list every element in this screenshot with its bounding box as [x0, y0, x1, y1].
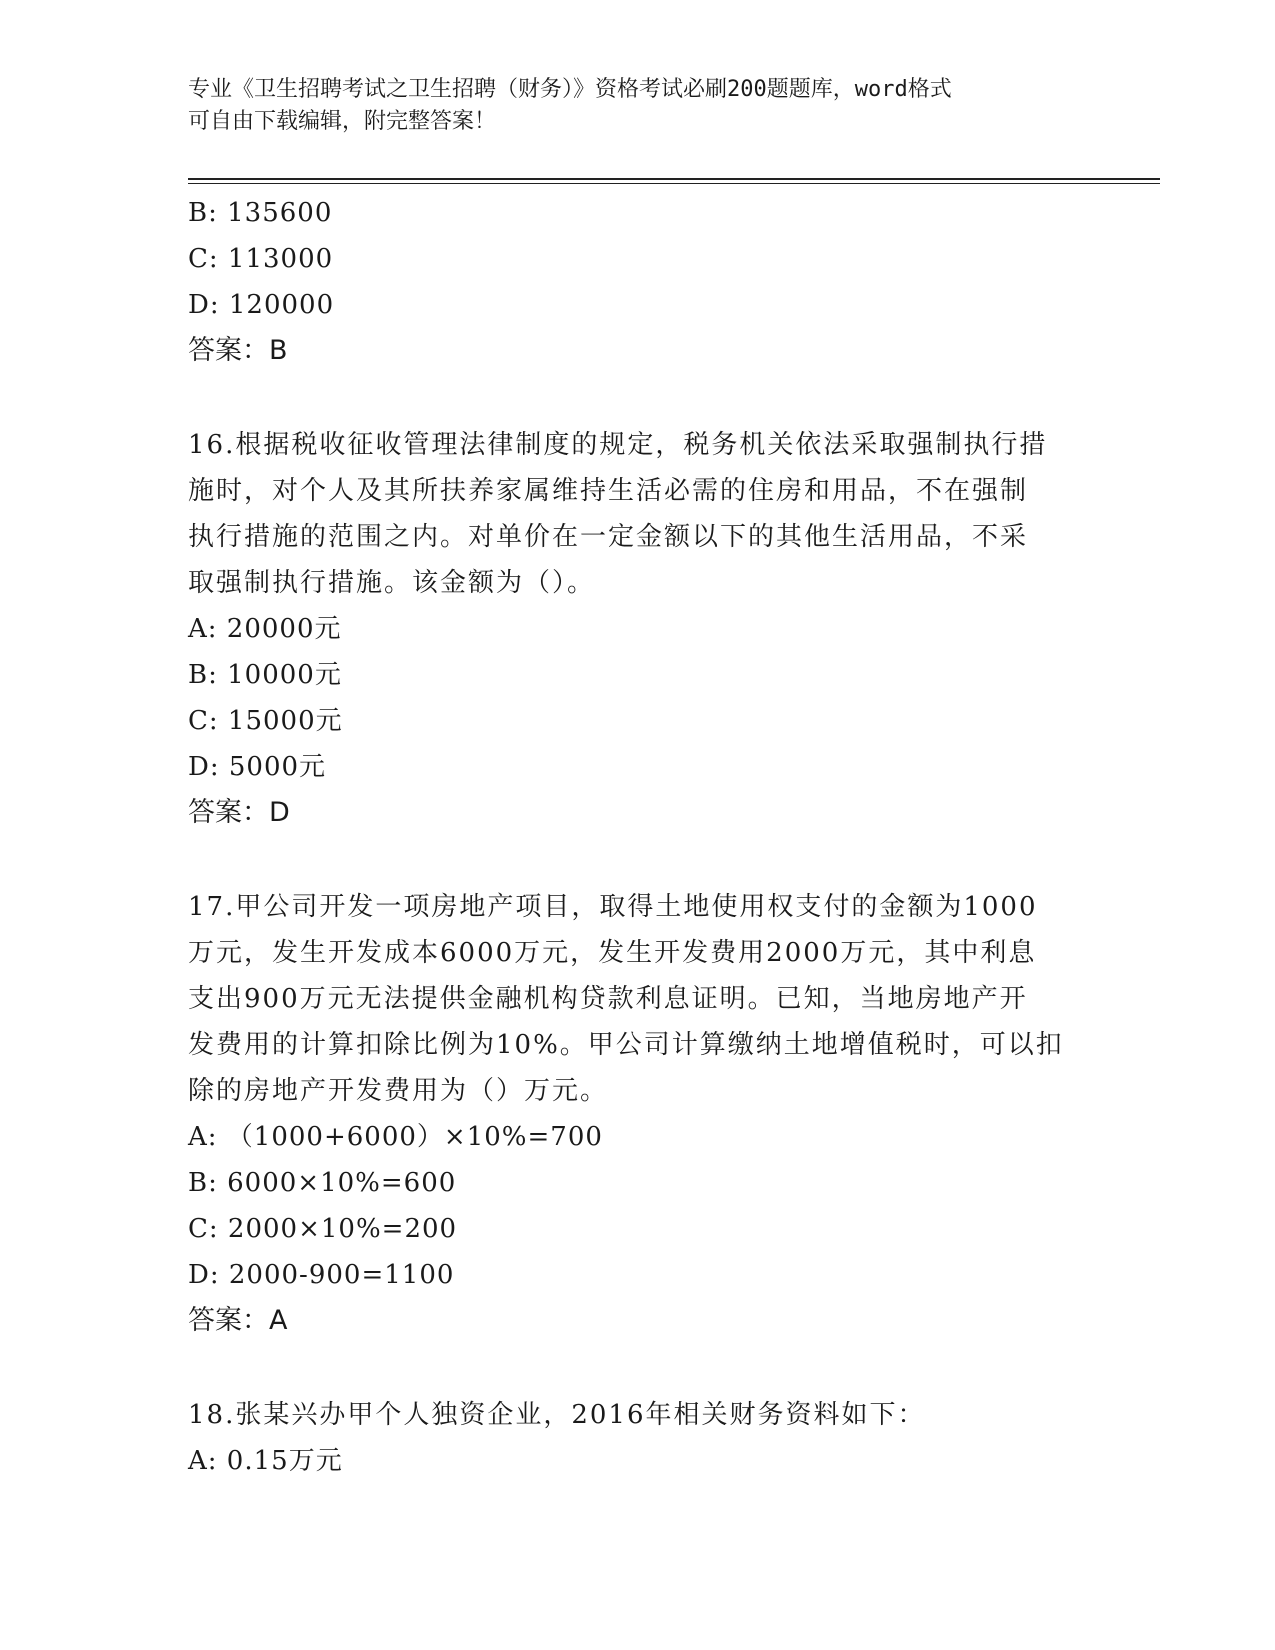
question-18-block [188, 1392, 1088, 1484]
q18-stem-line: 18.张某兴办甲个人独资企业，2016年相关财务资料如下： [188, 1400, 926, 1430]
q16-option-d: D: 5000元 [188, 752, 327, 782]
q17-stem-line: 发费用的计算扣除比例为10%。甲公司计算缴纳土地增值税时，可以扣 [188, 1030, 1064, 1060]
q17-option-d: D: 2000-900=1100 [188, 1260, 455, 1290]
q15-option-b: B: 135600 [188, 198, 333, 228]
q16-stem-line: 16.根据税收征收管理法律制度的规定，税务机关依法采取强制执行措 [188, 430, 1048, 460]
header-title-line-1: 专业《卫生招聘考试之卫生招聘（财务）》资格考试必刷200题题库，word格式 [188, 77, 952, 102]
q17-stem-line: 支出900万元无法提供金融机构贷款利息证明。已知，当地房地产开 [188, 984, 1028, 1014]
header-divider-thick [188, 178, 1160, 180]
q16-stem-line: 取强制执行措施。该金额为（）。 [188, 568, 596, 598]
header-divider-thin [188, 183, 1160, 184]
q16-option-a: A: 20000元 [188, 614, 342, 644]
question-17-block [188, 884, 1088, 1344]
q17-stem-line: 万元，发生开发成本6000万元，发生开发费用2000万元，其中利息 [188, 938, 1037, 968]
question-16-block [188, 422, 1088, 836]
q16-answer: 答案：D [188, 797, 290, 828]
q17-answer: 答案：A [188, 1305, 288, 1336]
question-15-block [188, 190, 1088, 374]
q16-stem-line: 执行措施的范围之内。对单价在一定金额以下的其他生活用品，不采 [188, 522, 1029, 552]
q17-option-c: C: 2000×10%=200 [188, 1214, 458, 1244]
q17-option-b: B: 6000×10%=600 [188, 1168, 457, 1198]
q16-option-b: B: 10000元 [188, 660, 342, 690]
document-header [188, 74, 1088, 138]
document-body [188, 190, 1088, 1484]
q17-stem-line: 17.甲公司开发一项房地产项目，取得土地使用权支付的金额为1000 [188, 892, 1038, 922]
q18-option-a: A: 0.15万元 [188, 1446, 343, 1476]
q16-stem-line: 施时，对个人及其所扶养家属维持生活必需的住房和用品，不在强制 [188, 476, 1029, 506]
q15-answer: 答案：B [188, 335, 288, 366]
q15-option-c: C: 113000 [188, 244, 334, 274]
q17-option-a: A: （1000+6000）×10%=700 [188, 1122, 603, 1152]
q17-stem-line: 除的房地产开发费用为（）万元。 [188, 1076, 609, 1106]
q16-option-c: C: 15000元 [188, 706, 343, 736]
header-title-line-2: 可自由下载编辑，附完整答案！ [188, 109, 497, 134]
q15-option-d: D: 120000 [188, 290, 335, 320]
